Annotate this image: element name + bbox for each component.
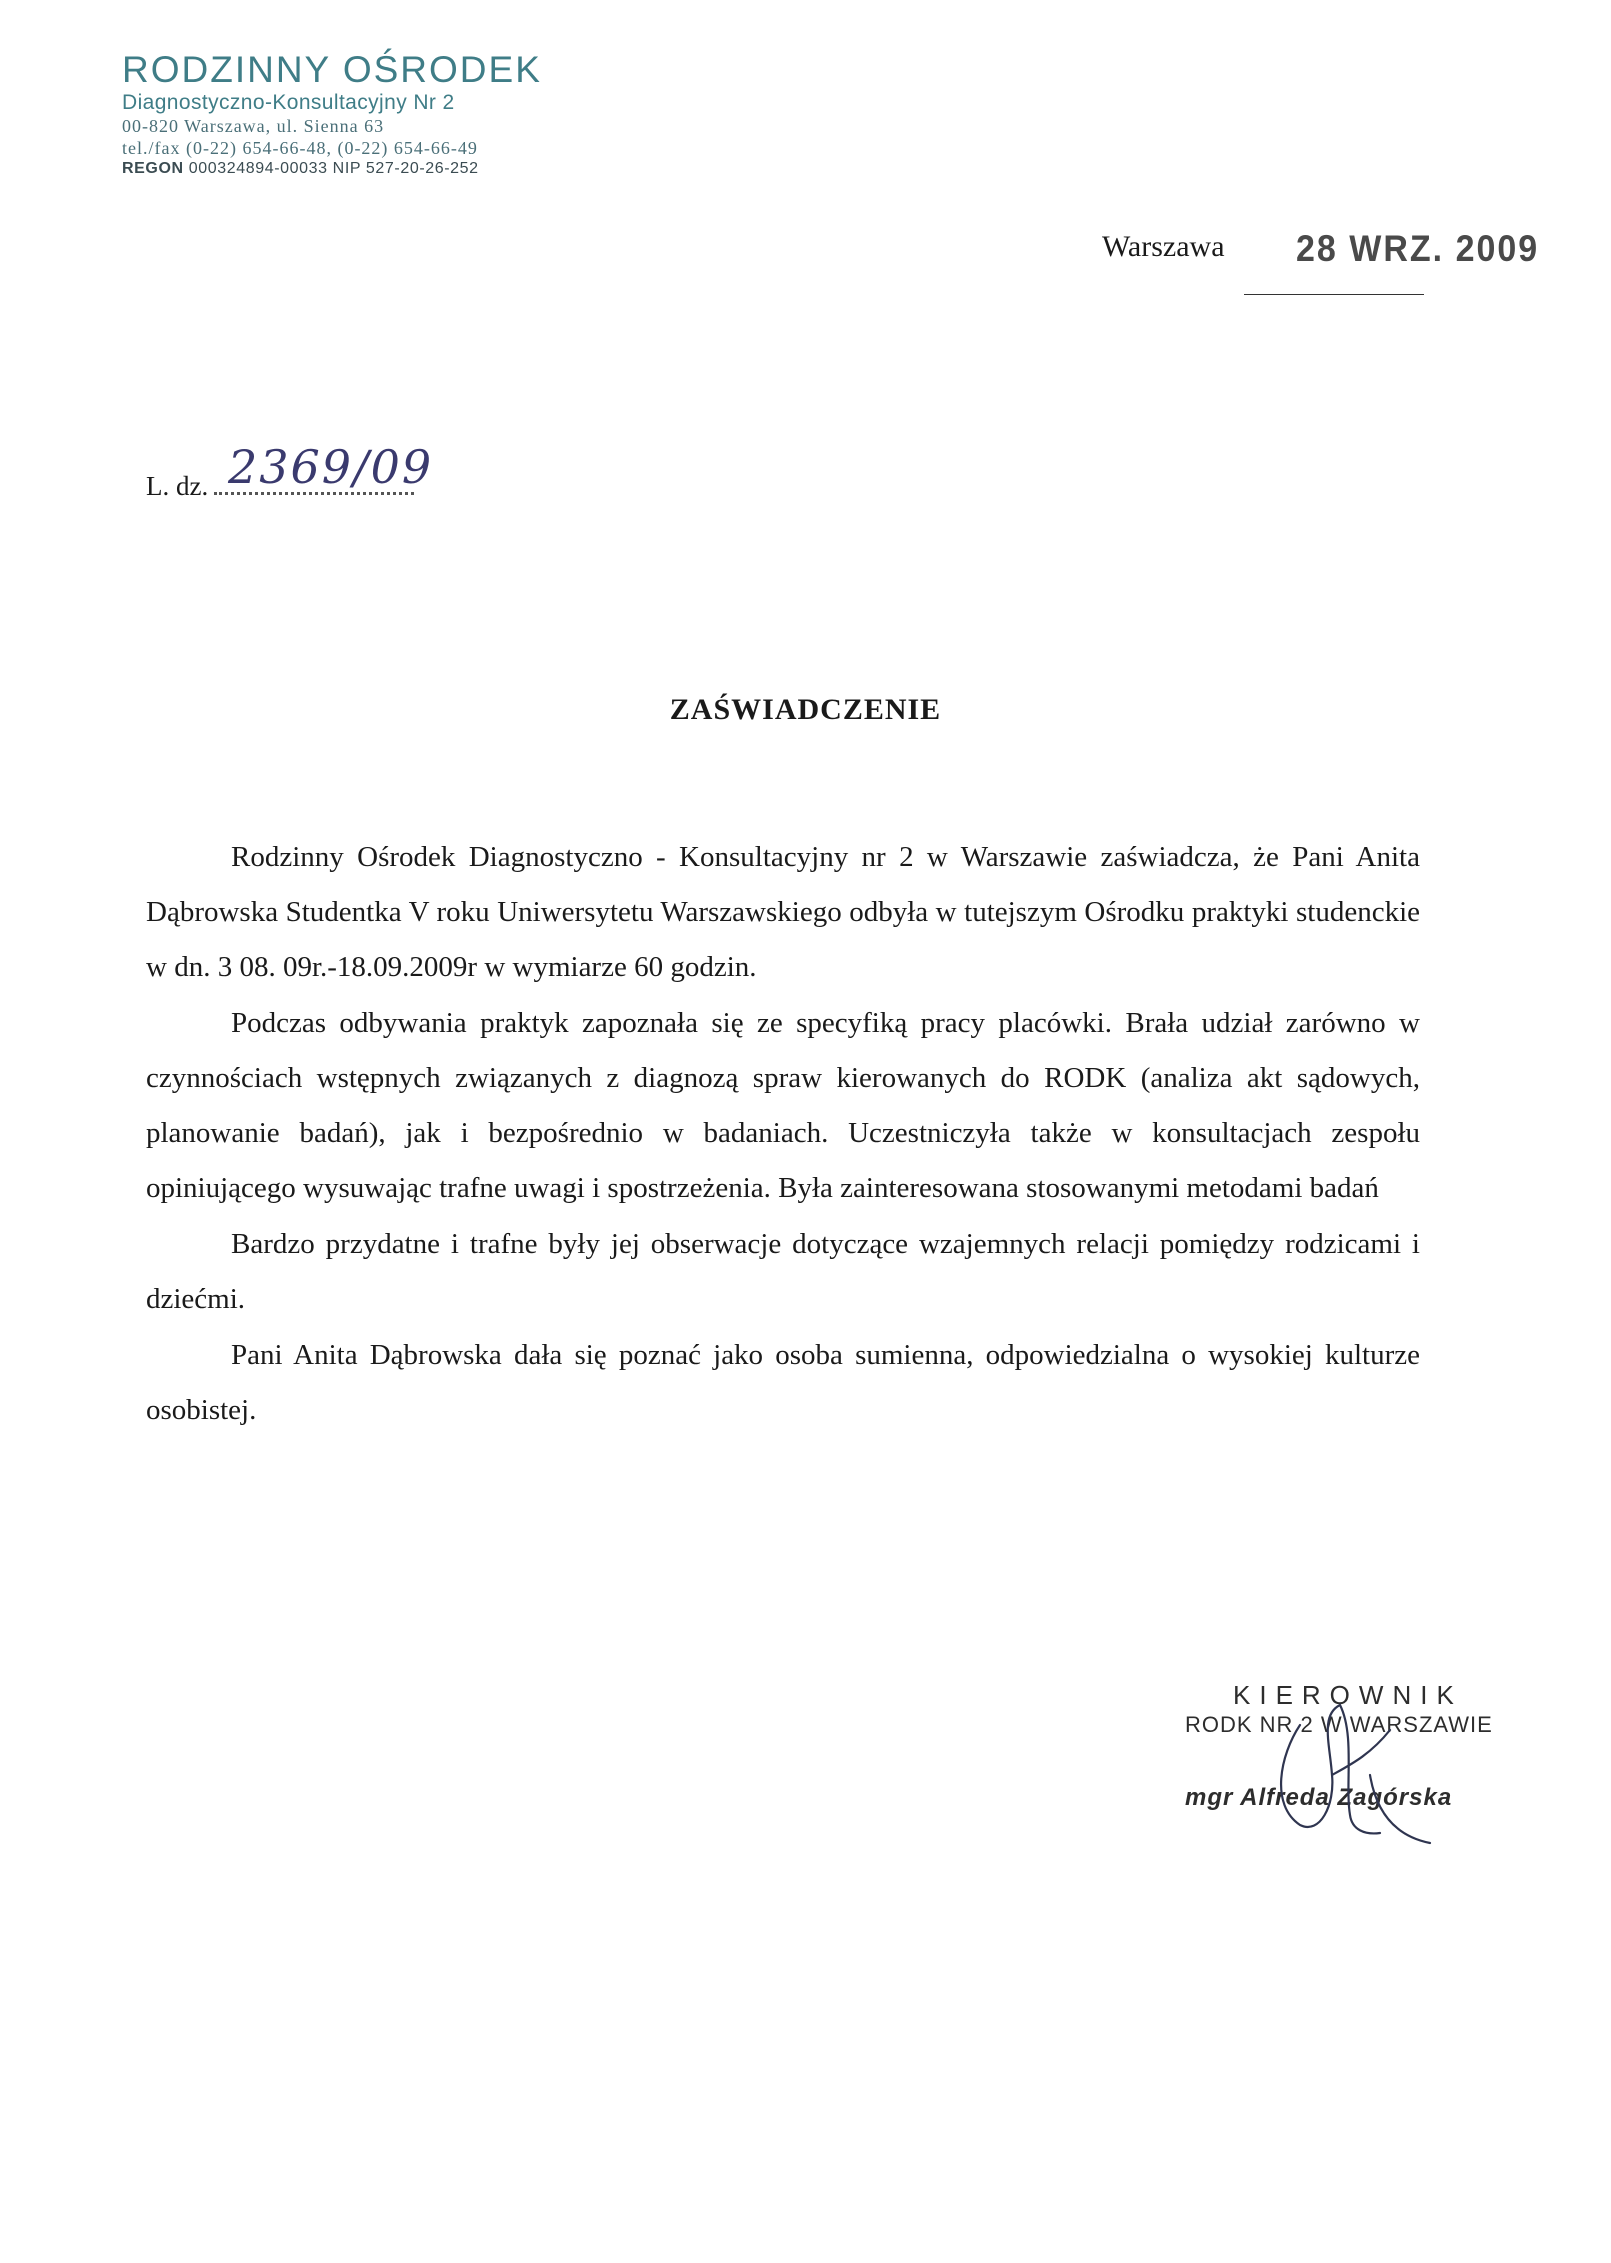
signature-stroke: [1281, 1705, 1430, 1843]
handwritten-signature-icon: [1240, 1695, 1440, 1855]
body-paragraph: Podczas odbywania praktyk zapoznała się ze specyfiką pracy placówki. Brała udział zarówno w czynnościach wstępnych związanych z diagnozą spraw kierowanych do RODK (analiza akt sądowych, planowanie badań), jak i bezpośrednio w badaniach. Uczestniczyła także w konsultacjach zespołu opiniującego wysuwając trafne uwagi i spostrzeżenia. Była zainteresowana stosowanymi metodami badań: [146, 1007, 1420, 1204]
place-line: [1102, 230, 1225, 264]
regon-value: 000324894-00033: [188, 160, 328, 177]
body-paragraph: Bardzo przydatne i trafne były jej obserwacje dotyczące wzajemnych relacji pomiędzy rodzicami i dziećmi.: [146, 1228, 1420, 1315]
body-paragraph: Rodzinny Ośrodek Diagnostyczno - Konsultacyjny nr 2 w Warszawie zaświadcza, że Pani Anita Dąbrowska Studentka V roku Uniwersytetu Warszawskiego odbyła w tutejszym Ośrodku praktyki studenckie w dn. 3 08. 09r.-18.09.2009r w wymiarze 60 godzin.: [146, 841, 1420, 983]
regon-label: REGON: [122, 160, 184, 177]
letterhead-phone: tel./fax (0-22) 654-66-48, (0-22) 654-66-49: [122, 138, 478, 158]
letterhead-name: RODZINNY OŚRODEK: [122, 49, 542, 90]
date-underline: [1244, 294, 1424, 295]
reference-label: L. dz.: [146, 471, 209, 501]
signature-org: RODK NR 2 W WARSZAWIE: [1185, 1712, 1493, 1737]
letterhead-subtitle: Diagnostyczno-Konsultacyjny Nr 2: [122, 91, 455, 114]
nip-value: NIP 527-20-26-252: [332, 160, 479, 177]
place-label: Warszawa: [1102, 230, 1225, 263]
body-paragraph: Pani Anita Dąbrowska dała się poznać jako osoba sumienna, odpowiedzialna o wysokiej kulturze osobistej.: [146, 1339, 1420, 1426]
date-stamp: 28 WRZ. 2009: [1296, 228, 1540, 270]
letterhead-address: 00-820 Warszawa, ul. Sienna 63: [122, 116, 385, 136]
signature-name: mgr Alfreda Zagórska: [1185, 1784, 1453, 1811]
letterhead-regon-line: [122, 159, 542, 179]
reference-number-handwritten: 2369/09: [228, 440, 434, 494]
signature-title: KIEROWNIK: [1233, 1680, 1463, 1710]
letterhead-stamp: [122, 50, 542, 179]
document-title: ZAŚWIADCZENIE: [669, 693, 942, 726]
document-body: [146, 830, 1420, 1439]
